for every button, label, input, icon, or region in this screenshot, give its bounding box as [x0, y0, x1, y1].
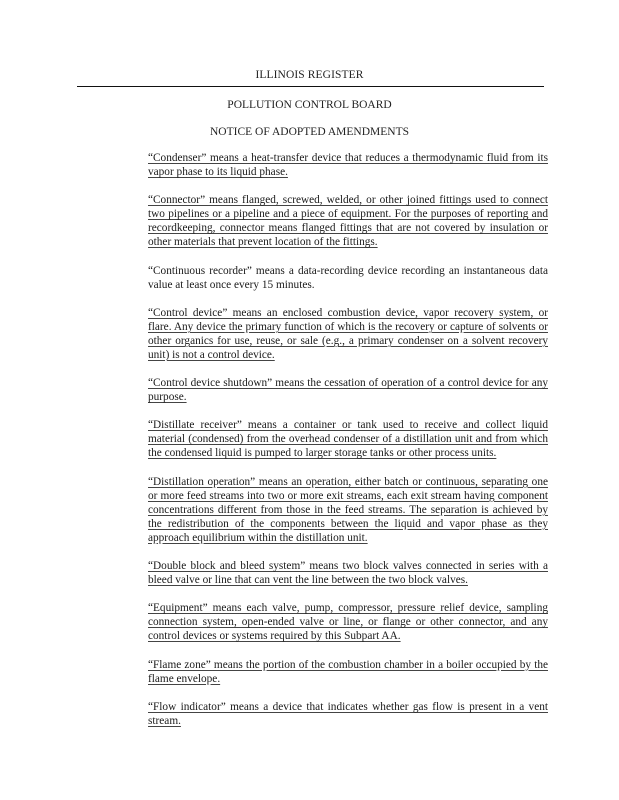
definition-flame-zone: “Flame zone” means the portion of the combustion chamber in a boiler occupied by the flame envelope. [148, 658, 548, 685]
definition-connector: “Connector” means flanged, screwed, welded, or other joined fittings used to connect two pipelines or a pipeline and a piece of equipment. For the purposes of reporting and recordkeeping, connector means flanged fittings that are not covered by insulation or other materials that prevent location of the fittings. [148, 194, 548, 249]
definition-distillation-operation: “Distillation operation” means an operation, either batch or continuous, separating one or more feed streams into two or more exit streams, each exit stream having component concentrations different from those in the feed streams. The separation is achieved by the redistribution of the components between the liquid and vapor phase as they approach equilibrium within the distillation unit. [148, 475, 548, 544]
definition-continuous-recorder: “Continuous recorder” means a data-recording device recording an instantaneous data value at least once every 15 minutes. [148, 264, 548, 291]
definition-distillate-receiver: “Distillate receiver” means a container or tank used to receive and collect liquid material (condensed) from the overhead condenser of a distillation unit and from which the condensed liquid is pumped to larger storage tanks or other process units. [148, 419, 548, 460]
header-divider [77, 86, 544, 87]
definition-control-device-shutdown: “Control device shutdown” means the cessation of operation of a control device for any purpose. [148, 377, 548, 404]
definition-control-device: “Control device” means an enclosed combustion device, vapor recovery system, or flare. Any device the primary function of which is the recovery or capture of solvents or other organics for use, reuse, or sale (e.g., a primary condenser on a solvent recovery unit) is not a control device. [148, 306, 548, 361]
definitions-body [148, 151, 548, 742]
agency-name: POLLUTION CONTROL BOARD [227, 99, 392, 111]
notice-title: NOTICE OF ADOPTED AMENDMENTS [209, 126, 410, 138]
definition-condenser: “Condenser” means a heat-transfer device that reduces a thermodynamic fluid from its vapor phase to its liquid phase. [148, 152, 548, 178]
definition-equipment: “Equipment” means each valve, pump, compressor, pressure relief device, sampling connection system, open-ended valve or line, or flange or other connector, and any control devices or systems required by this Subpart AA. [148, 602, 548, 643]
definition-double-block-bleed: “Double block and bleed system” means two block valves connected in series with a bleed valve or line that can vent the line between the two block valves. [148, 560, 548, 587]
definition-flow-indicator: “Flow indicator” means a device that indicates whether gas flow is present in a vent stream. [148, 700, 548, 727]
register-title: ILLINOIS REGISTER [255, 69, 364, 81]
